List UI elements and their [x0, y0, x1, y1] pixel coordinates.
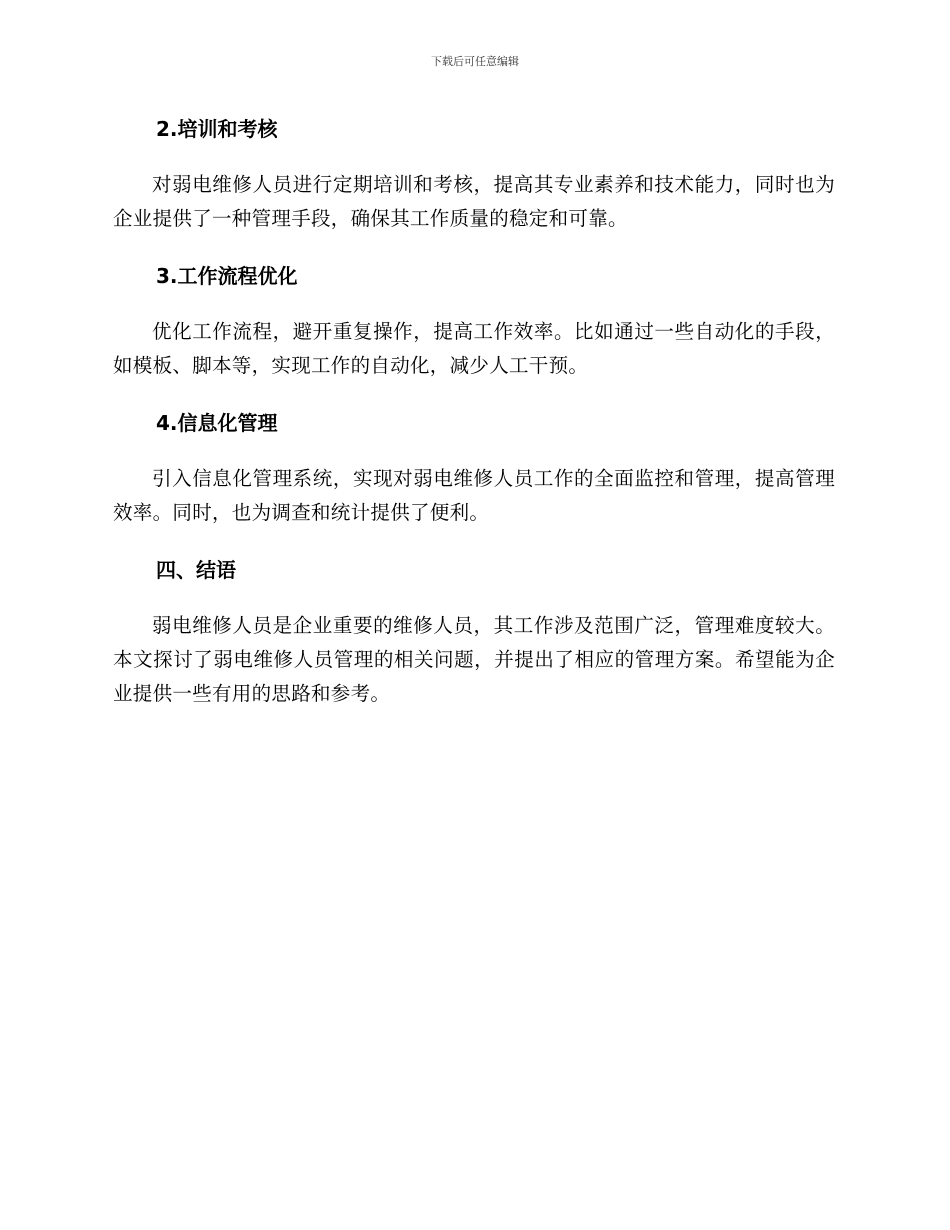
- section-paragraph-workflow: 优化工作流程，避开重复操作，提高工作效率。比如通过一些自动化的手段，如模板、脚本等，实现工作的自动化，减少人工干预。: [113, 320, 835, 377]
- section-heading-conclusion: 四、结语: [156, 558, 236, 582]
- section-heading-workflow: 3.工作流程优化: [156, 264, 298, 288]
- page-header-note: 下载后可任意编辑: [431, 55, 519, 68]
- document-body: [113, 111, 835, 711]
- section-heading-training: 2.培训和考核: [156, 117, 278, 141]
- section-heading-informatization: 4.信息化管理: [156, 411, 278, 435]
- section-paragraph-conclusion: 弱电维修人员是企业重要的维修人员，其工作涉及范围广泛，管理难度较大。本文探讨了弱电维修人员管理的相关问题，并提出了相应的管理方案。希望能为企业提供一些有用的思路和参考。: [113, 614, 835, 705]
- section-paragraph-training: 对弱电维修人员进行定期培训和考核，提高其专业素养和技术能力，同时也为企业提供了一种管理手段，确保其工作质量的稳定和可靠。: [113, 173, 835, 230]
- section-paragraph-informatization: 引入信息化管理系统，实现对弱电维修人员工作的全面监控和管理，提高管理效率。同时，也为调查和统计提供了便利。: [113, 467, 835, 524]
